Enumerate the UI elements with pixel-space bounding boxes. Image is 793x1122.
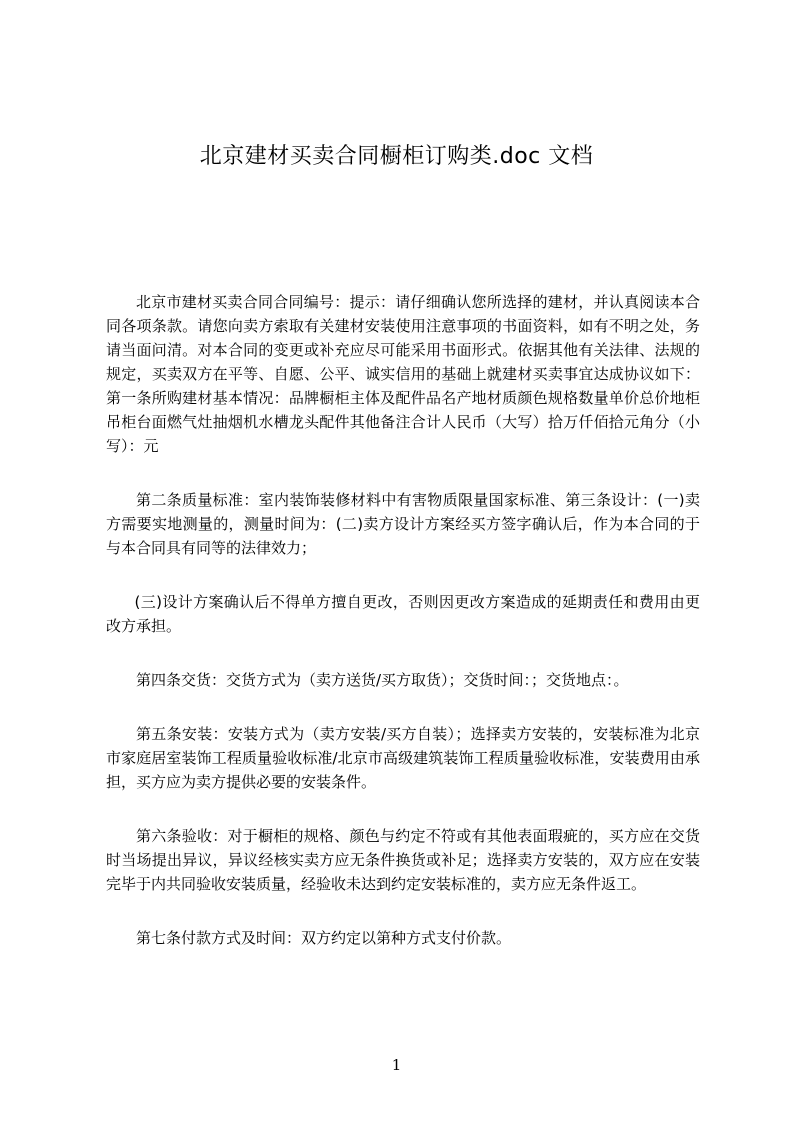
paragraph-acceptance: 第六条验收：对于橱柜的规格、颜色与约定不符或有其他表面瑕疵的，买方应在交货时当场提出异议，异议经核实卖方应无条件换货或补足；选择卖方安装的，双方应在安装完毕于内共同验收安装质量，经验收未达到约定安装标准的，卖方应无条件返工。 (106, 827, 700, 893)
page-number: 1 (391, 1056, 402, 1074)
paragraph-contract-intro: 北京市建材买卖合同合同编号：提示：请仔细确认您所选择的建材，并认真阅读本合同各项条款。请您向卖方索取有关建材安装使用注意事项的书面资料，如有不明之处，务请当面问清。对本合同的变更或补充应尽可能采用书面形式。依据其他有关法律、法规的规定，买卖双方在平等、自愿、公平、诚实信用的基础上就建材买卖事宜达成协议如下：第一条所购建材基本情况：品牌橱柜主体及配件品名产地材质颜色规格数量单价总价地柜吊柜台面燃气灶抽烟机水槽龙头配件其他备注合计人民币（大写）拾万仟佰拾元角分（小写）：元 (106, 293, 700, 455)
paragraph-quality-standard: 第二条质量标准：室内装饰装修材料中有害物质限量国家标准、第三条设计：(一)卖方需要实地测量的，测量时间为：(二)卖方设计方案经买方签字确认后，作为本合同的于与本合同具有同等的法律效力； (106, 491, 700, 557)
paragraph-delivery: 第四条交货：交货方式为（卖方送货/买方取货）；交货时间：；交货地点：。 (136, 671, 629, 689)
paragraph-payment: 第七条付款方式及时间：双方约定以第种方式支付价款。 (136, 929, 512, 947)
paragraph-installation: 第五条安装：安装方式为（卖方安装/买方自装）；选择卖方安装的，安装标准为北京市家庭居室装饰工程质量验收标准/北京市高级建筑装饰工程质量验收标准，安装费用由承担，买方应为卖方提供必要的安装条件。 (106, 725, 700, 791)
document-body (106, 290, 700, 980)
document-title: 北京建材买卖合同橱柜订购类.doc 文档 (199, 144, 594, 169)
paragraph-design-change: (三)设计方案确认后不得单方擅自更改，否则因更改方案造成的延期责任和费用由更改方承担。 (106, 593, 700, 635)
